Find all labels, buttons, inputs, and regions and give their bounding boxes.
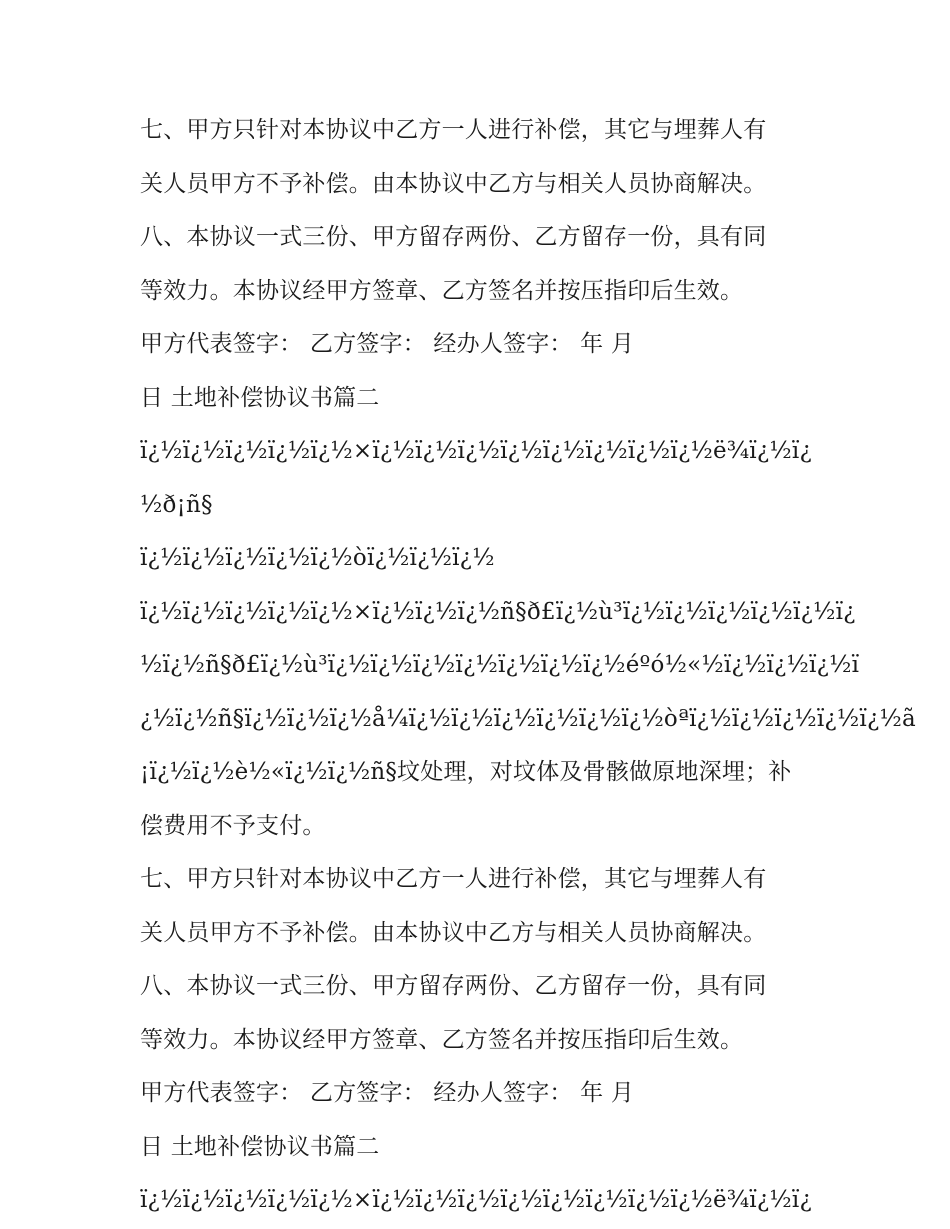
text-line: 七、甲方只针对本协议中乙方一人进行补偿，其它与埋葬人有 bbox=[140, 117, 767, 143]
garbled-text-line: ¿½ï¿½ñ§ï¿½ï¿½ï¿½å¼ï¿½ï¿½ï¿½ï¿½ï¿½ï¿½òªï¿½ï¿½ï¿½ï¿½ï¿½ã bbox=[140, 705, 916, 732]
text-line: ¡ï¿½ï¿½è½«ï¿½ï¿½ñ§坟处理，对坟体及骨骸做原地深埋；补 bbox=[140, 759, 792, 785]
garbled-text-line: ½ï¿½ñ§ð£ï¿½ù³ï¿½ï¿½ï¿½ï¿½ï¿½ï¿½ï¿½éºó½«½ï¿½ï¿½ï¿½ï bbox=[140, 652, 860, 678]
document-body bbox=[140, 104, 916, 1228]
text-line: 等效力。本协议经甲方签章、乙方签名并按压指印后生效。 bbox=[140, 277, 744, 304]
text-line: 等效力。本协议经甲方签章、乙方签名并按压指印后生效。 bbox=[140, 1026, 744, 1053]
garbled-text-line: ï¿½ï¿½ï¿½ï¿½ï¿½×ï¿½ï¿½ï¿½ï¿½ï¿½ï¿½ï¿½ï¿½ë¾ï¿½ï¿ bbox=[140, 438, 812, 464]
section-heading: 日 土地补偿协议书篇二 bbox=[140, 1133, 380, 1160]
garbled-text-line: ï¿½ï¿½ï¿½ï¿½ï¿½×ï¿½ï¿½ï¿½ñ§ð£ï¿½ù³ï¿½ï¿½ï¿½ï¿½ï¿½ï¿ bbox=[140, 598, 856, 625]
text-line: 关人员甲方不予补偿。由本协议中乙方与相关人员协商解决。 bbox=[140, 919, 767, 946]
section-heading: 日 土地补偿协议书篇二 bbox=[140, 384, 380, 411]
garbled-text-line: ï¿½ï¿½ï¿½ï¿½ï¿½×ï¿½ï¿½ï¿½ï¿½ï¿½ï¿½ï¿½ï¿½ë¾ï¿½ï¿ bbox=[140, 1187, 812, 1213]
text-line: 八、本协议一式三份、甲方留存两份、乙方留存一份，具有同 bbox=[140, 973, 767, 999]
text-line: 八、本协议一式三份、甲方留存两份、乙方留存一份，具有同 bbox=[140, 224, 767, 250]
signature-line: 甲方代表签字： 乙方签字： 经办人签字： 年 月 bbox=[140, 331, 635, 357]
garbled-text-line: ï¿½ï¿½ï¿½ï¿½ï¿½òï¿½ï¿½ï¿½ bbox=[140, 545, 495, 571]
text-line: 七、甲方只针对本协议中乙方一人进行补偿，其它与埋葬人有 bbox=[140, 866, 767, 892]
signature-line: 甲方代表签字： 乙方签字： 经办人签字： 年 月 bbox=[140, 1080, 635, 1106]
text-line: 偿费用不予支付。 bbox=[140, 812, 326, 839]
garbled-text-line: ½ð¡ñ§ bbox=[140, 491, 213, 518]
text-line: 关人员甲方不予补偿。由本协议中乙方与相关人员协商解决。 bbox=[140, 170, 767, 197]
